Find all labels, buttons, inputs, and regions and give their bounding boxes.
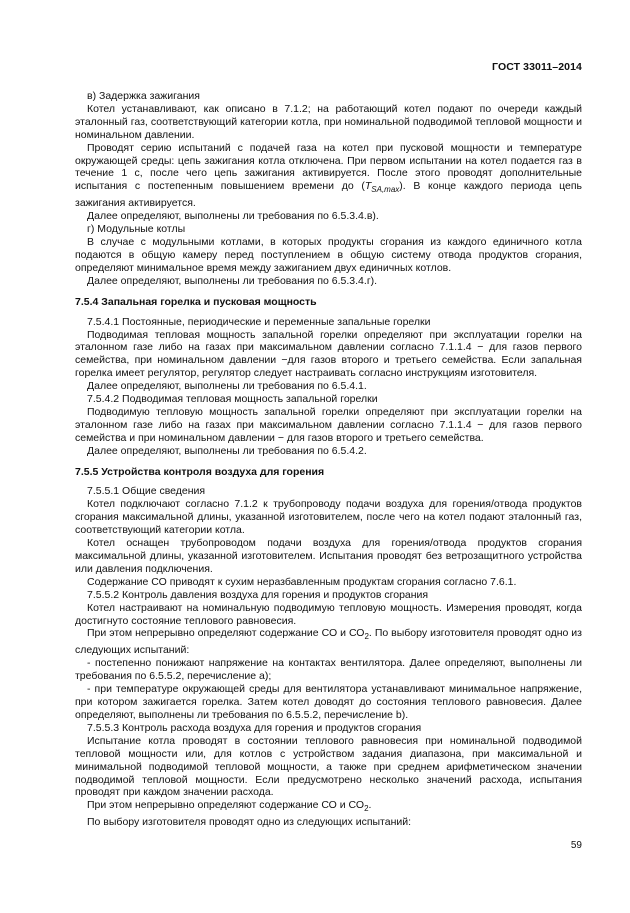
list-item-delay: в) Задержка зажигания bbox=[87, 90, 200, 102]
paragraph: Котел устанавливают, как описано в 7.1.2; на работающий котел подают по очереди каждый эталонный газ, соответствующий категории котла, при номинальной подводимой тепловой мощности и номинальном давлении. bbox=[75, 102, 582, 141]
paragraph: Далее определяют, выполнены ли требования по 6.5.3.4.г). bbox=[87, 274, 378, 287]
paragraph: Котел настраивают на номинальную подводимую тепловую мощность. Измерения проводят, когда достигнуто состояние теплового равновесия. bbox=[75, 601, 582, 627]
list-item: - постепенно понижают напряжение на контактах вентилятора. Далее определяют, выполнены ли требования по 6.5.5.2, перечисление а); bbox=[75, 657, 582, 683]
paragraph: Далее определяют, выполнены ли требования по 6.5.3.4.в). bbox=[87, 210, 379, 223]
section-heading-7-5-4: 7.5.4 Запальная горелка и пусковая мощность bbox=[75, 295, 317, 308]
formula-subscript: 2 bbox=[364, 804, 369, 814]
paragraph: Далее определяют, выполнены ли требования по 6.5.4.1. bbox=[87, 380, 367, 393]
paragraph: Далее определяют, выполнены ли требования по 6.5.4.2. bbox=[87, 444, 367, 457]
subsection-title: 7.5.4.2 Подводимая тепловая мощность запальной горелки bbox=[87, 393, 378, 406]
formula-subscript: SA,max bbox=[371, 185, 400, 195]
paragraph: Подводимую тепловую мощность запальной горелки определяют при эксплуатации горелки на эталонном газе либо на газах при максимальном давлении согласно 7.1.1.4 − для газов первого семейства и при номинальном давлении − для газов второго и третьего семейства. bbox=[75, 405, 582, 444]
list-item-modular: г) Модульные котлы bbox=[87, 223, 186, 236]
paragraph: Содержание СО приводят к сухим неразбавленным продуктам сгорания согласно 7.6.1. bbox=[87, 575, 517, 588]
paragraph: Проводят серию испытаний с подачей газа на котел при пусковой мощности и температуре окружающей среды: цепь зажигания котла отключена. При первом испытании на котел подается газ в течение 1 с, после чего цепь зажигания активируется. После этого проводят дополнительные испытания с постепенным повышением времени до $(T_{SA,max})$. В конце каждого периода цепь зажигания активируется. bbox=[75, 141, 582, 210]
subsection-title: 7.5.5.2 Контроль давления воздуха для горения и продуктов сгорания bbox=[87, 588, 429, 601]
paragraph: В случае с модульными котлами, в которых продукты сгорания из каждого единичного котла подаются в общую камеру перед поступлением в общую систему отвода продуктов сгорания, определяют минимальное время между зажиганием двух единичных котлов. bbox=[75, 236, 582, 274]
paragraph: Подводимая тепловая мощность запальной горелки определяют при эксплуатации горелки на эталонном газе либо на газах при максимальном давлении согласно 7.1.1.4 − для газов первого семейства, при номинальном давлении −для газов второго и третьего семейства. Если запальная горелка имеет регулятор, регулятор следует настраивать согласно инструкциям изготовителя. bbox=[75, 328, 582, 380]
subsection-title: 7.5.5.1 Общие сведения bbox=[87, 485, 206, 498]
paragraph: Испытание котла проводят в состоянии теплового равновесия при номинальной подводимой тепловой мощности или, для котлов с устройством задания диапазона, при максимальной и минимальной подводимой тепловой мощности, а также при среднем арифметическом значении подводимой тепловой мощности. Если предусмотрено несколько значений расхода, испытания проводят при каждом значении расхода. bbox=[75, 734, 582, 799]
document-body bbox=[75, 90, 582, 829]
list-item: - при температуре окружающей среды для вентилятора устанавливают минимальное напряжение, при котором зажигается горелка. Затем котел доводят до состояния теплового равновесия. Далее определяют, выполнены ли требования по 6.5.5.2, перечисление b). bbox=[75, 683, 582, 721]
formula-variable: T bbox=[364, 180, 372, 193]
paragraph: Котел оснащен трубопроводом подачи воздуха для горения/отвода продуктов сгорания максимальной длины, указанной изготовителем. Испытания проводят без ветрозащитного устройства или давления подключения. bbox=[75, 537, 582, 575]
paragraph: При этом непрерывно определяют содержание СО и $СО_2$. По выбору изготовителя проводят одно из следующих испытаний: bbox=[75, 627, 582, 657]
subsection-title: 7.5.5.3 Контроль расхода воздуха для горения и продуктов сгорания bbox=[87, 721, 422, 734]
section-heading-7-5-5: 7.5.5 Устройства контроля воздуха для горения bbox=[75, 465, 325, 478]
page-number: 59 bbox=[570, 840, 582, 851]
paragraph: Котел подключают согласно 7.1.2 к трубопроводу подачи воздуха для горения/отвода продуктов сгорания максимальной длины, указанной изготовителем, после чего на котел подают эталонный газ, соответствующий категории котла. bbox=[75, 498, 582, 537]
formula-subscript: 2 bbox=[364, 632, 369, 642]
document-header: ГОСТ 33011–2014 bbox=[492, 61, 582, 73]
paragraph: При этом непрерывно определяют содержание СО и $СО_2$. bbox=[87, 799, 372, 814]
subsection-title: 7.5.4.1 Постоянные, периодические и переменные запальные горелки bbox=[87, 315, 431, 328]
paragraph: По выбору изготовителя проводят одно из следующих испытаний: bbox=[87, 816, 412, 829]
